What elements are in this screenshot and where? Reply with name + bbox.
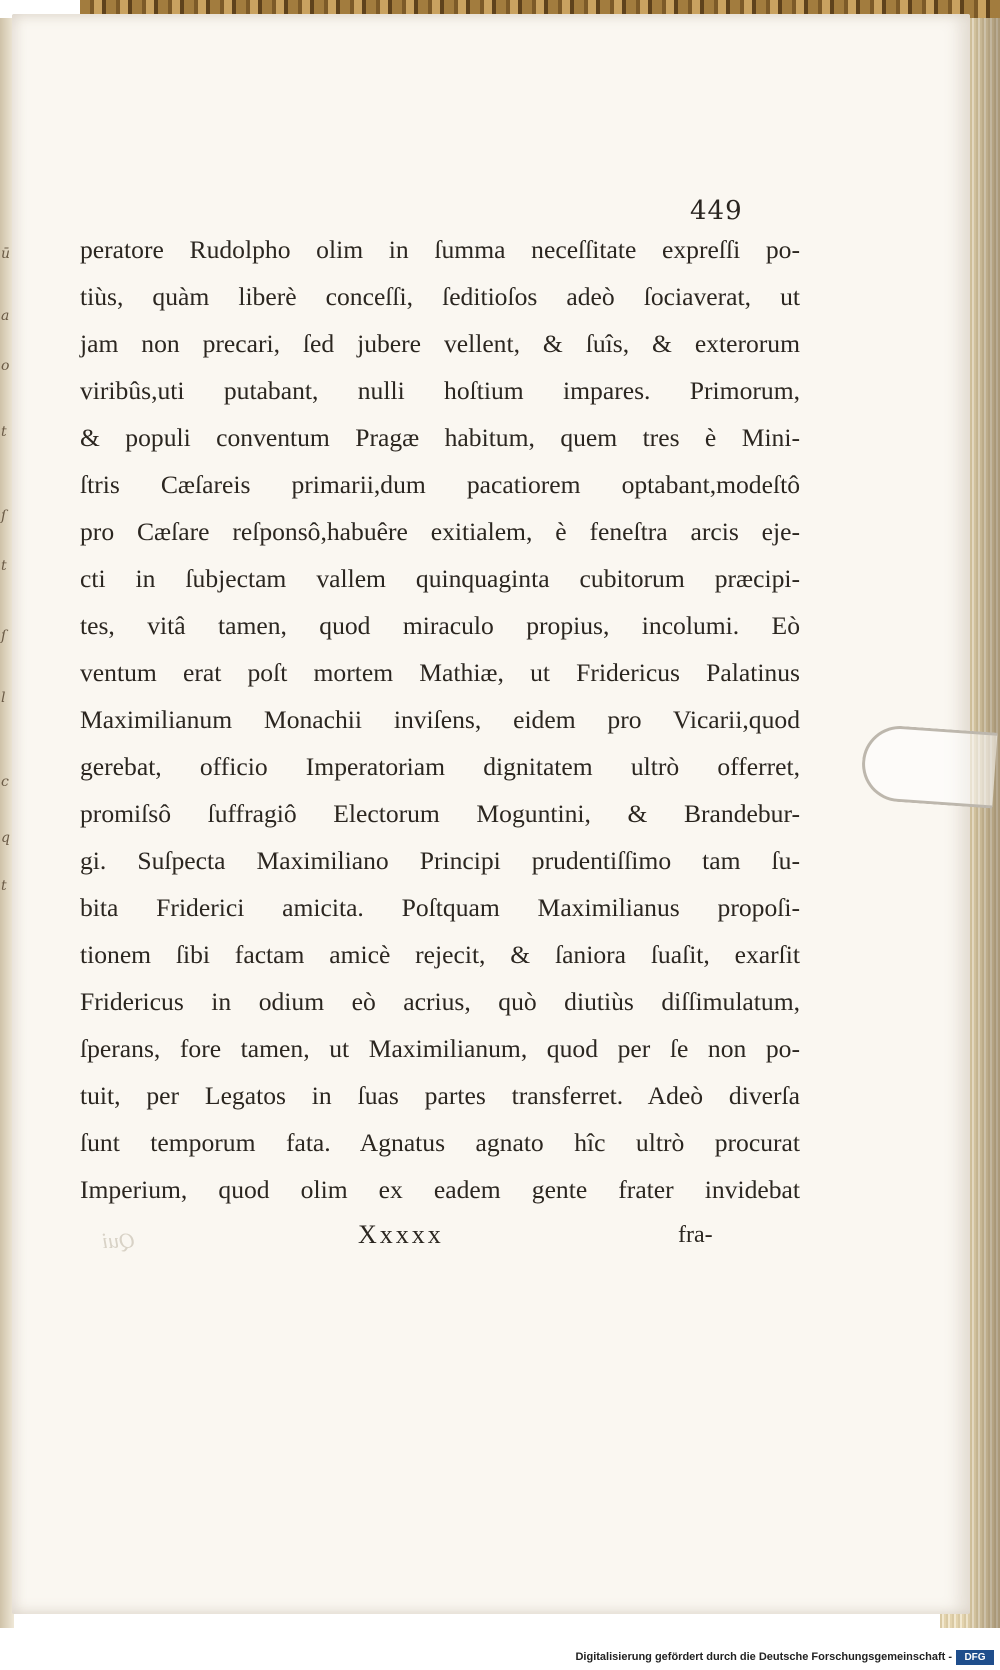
margin-letter: t <box>1 878 7 894</box>
text-line: bita Friderici amicita. Poſtquam Maximilianus propoſi- <box>80 893 800 922</box>
text-line: gi. Suſpecta Maximiliano Principi prudentiſſimo tam ſu- <box>80 846 800 875</box>
text-line: ſperans, fore tamen, ut Maximilianum, quod per ſe non po- <box>80 1034 800 1063</box>
text-line: Imperium, quod olim ex eadem gente frater invidebat <box>80 1175 800 1204</box>
footer-bar <box>0 1640 1000 1670</box>
text-line: tes, vitâ tamen, quod miraculo propius, incolumi. Eò <box>80 611 800 640</box>
body-text <box>80 226 800 1213</box>
dfg-logo[interactable]: DFG <box>956 1650 994 1665</box>
text-line: promiſsô ſuffragiô Electorum Moguntini, & Brandebur- <box>80 799 800 828</box>
text-line: ſunt temporum fata. Agnatus agnato hîc ultrò procurat <box>80 1128 800 1157</box>
margin-letter: c <box>1 774 9 790</box>
page-number: 449 <box>690 196 743 226</box>
margin-letter: t <box>1 424 7 440</box>
page-clip-holder <box>860 723 998 808</box>
margin-letter: a <box>1 308 10 324</box>
text-line: jam non precari, ſed jubere vellent, & ſuîs, & exterorum <box>80 329 800 358</box>
text-line: ſtris Cæſareis primarii,dum pacatiorem optabant,modeſtô <box>80 470 800 499</box>
margin-letter: ſ <box>1 628 7 644</box>
catchword: fra- <box>678 1222 713 1248</box>
text-line: viribûs,uti putabant, nulli hoſtium impares. Primorum, <box>80 376 800 405</box>
text-line: & populi conventum Pragæ habitum, quem tres è Mini- <box>80 423 800 452</box>
margin-letter: t <box>1 558 7 574</box>
text-line: gerebat, officio Imperatoriam dignitatem ultrò offerret, <box>80 752 800 781</box>
margin-letter: o <box>1 358 10 374</box>
margin-letter: q <box>1 830 10 846</box>
text-line: pro Cæſare reſponsô,habuêre exitialem, è feneſtra arcis eje- <box>80 517 800 546</box>
text-line: tuit, per Legatos in ſuas partes transferret. Adeò diverſa <box>80 1081 800 1110</box>
text-line: Maximilianum Monachii inviſens, eidem pro Vicarii,quod <box>80 705 800 734</box>
text-line: peratore Rudolpho olim in ſumma neceſſitate expreſſi po- <box>80 235 800 264</box>
text-line: ventum erat poſt mortem Mathiæ, ut Fridericus Palatinus <box>80 658 800 687</box>
bleed-through-text: Qui <box>102 1228 135 1253</box>
text-line: tionem ſibi factam amicè rejecit, & ſaniora ſuaſit, exarſit <box>80 940 800 969</box>
margin-letter: l <box>1 690 6 706</box>
text-line: tiùs, quàm liberè conceſſi, ſeditioſos adeò ſociaverat, ut <box>80 282 800 311</box>
margin-letter: ū <box>1 246 11 262</box>
margin-letter: ſ <box>1 508 7 524</box>
footer-credit: Digitalisierung gefördert durch die Deutsche Forschungsgemeinschaft - <box>575 1651 952 1663</box>
signature-mark: Xxxxx <box>358 1220 444 1249</box>
text-line: cti in ſubjectam vallem quinquaginta cubitorum præcipi- <box>80 564 800 593</box>
text-line: Fridericus in odium eò acrius, quò diutiùs diſſimulatum, <box>80 987 800 1016</box>
